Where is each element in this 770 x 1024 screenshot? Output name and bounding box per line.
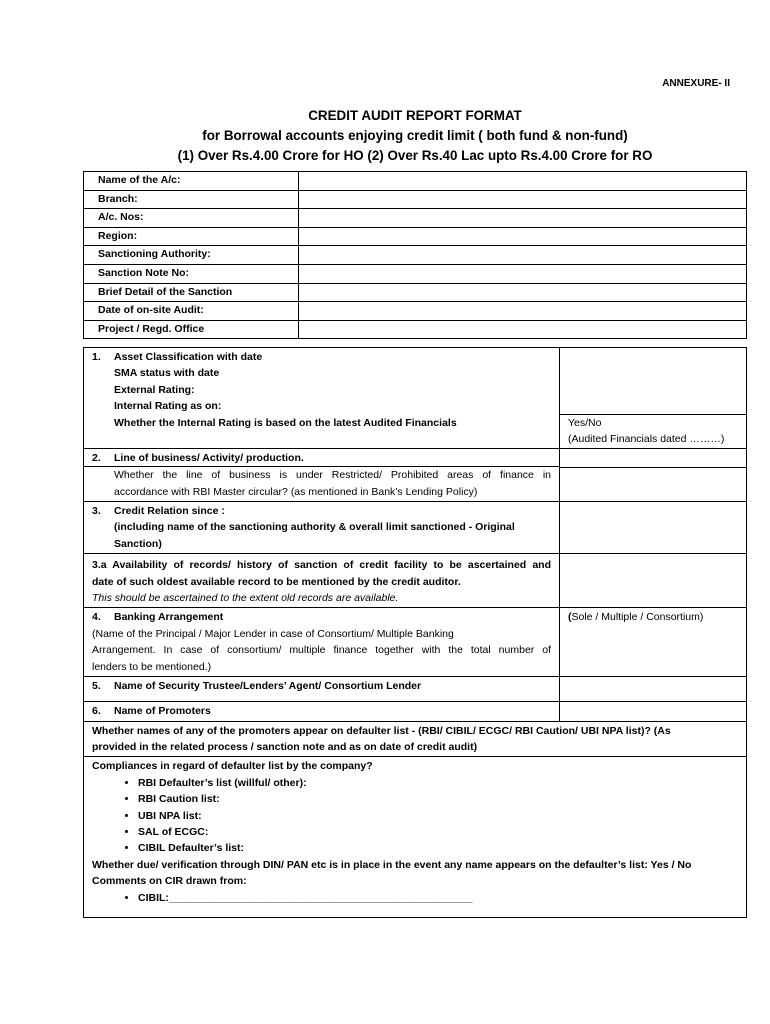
item-3a-response[interactable] xyxy=(560,554,747,608)
field-label: Date of on-site Audit: xyxy=(84,302,299,321)
item-title: Credit Relation since : xyxy=(114,505,225,518)
field-value[interactable] xyxy=(299,246,747,265)
table-row xyxy=(84,172,747,191)
field-value[interactable] xyxy=(299,264,747,283)
item-text: Whether the Internal Rating is based on the latest Audited Financials xyxy=(114,416,457,429)
item-5-response[interactable] xyxy=(560,677,747,702)
arrangement-options: Sole / Multiple / Consortium) xyxy=(571,611,704,624)
field-label: Region: xyxy=(84,227,299,246)
table-row xyxy=(84,227,747,246)
field-value[interactable] xyxy=(299,172,747,191)
comments-title: Comments on CIR drawn from: xyxy=(92,875,247,888)
item-title: Name of Promoters xyxy=(114,705,211,718)
field-value[interactable] xyxy=(299,190,747,209)
table-row xyxy=(84,264,747,283)
audited-financials-text: (Audited Financials dated ………) xyxy=(568,433,725,446)
list-item: • CIBIL Defaulter’s list: xyxy=(138,840,738,856)
table-row xyxy=(84,283,747,302)
list-item: • RBI Caution list: xyxy=(138,791,738,807)
paren-open: ( xyxy=(568,611,572,624)
yes-no-text: Yes/No xyxy=(568,417,602,429)
item-3-response[interactable] xyxy=(560,502,747,554)
item-text: SMA status with date xyxy=(114,367,220,380)
table-row xyxy=(84,677,747,702)
item-number: 3. xyxy=(92,505,101,518)
title-line-3: (1) Over Rs.4.00 Crore for HO (2) Over Rs.40 Lac upto Rs.4.00 Crore for RO xyxy=(177,148,653,163)
table-row xyxy=(84,502,747,554)
compliance-list xyxy=(92,775,738,857)
table-row xyxy=(84,721,747,757)
table-row xyxy=(84,554,747,608)
field-label: A/c. Nos: xyxy=(84,209,299,228)
table-row xyxy=(84,608,747,677)
item-text: Whether names of any of the promoters appear on defaulter list - (RBI/ CIBIL/ ECGC/ RBI Caution/ UBI NPA list)? (As xyxy=(92,724,671,737)
item-text: Internal Rating as on: xyxy=(114,400,222,413)
item-text: Sanction) xyxy=(114,537,162,550)
item-text: Whether the line of business is under Restricted/ Prohibited areas of finance in xyxy=(84,466,559,483)
item-4-response[interactable] xyxy=(560,608,747,677)
item-3 xyxy=(84,502,560,554)
item-title: Line of business/ Activity/ production. xyxy=(114,451,304,464)
item-text: (including name of the sanctioning authority & overall limit sanctioned - Original xyxy=(114,521,515,534)
field-label: Sanctioning Authority: xyxy=(84,246,299,265)
verification-text: Whether due/ verification through DIN/ PAN etc is in place in the event any name appears on the defaulter’s list: Yes / No xyxy=(92,858,692,871)
field-label: Project / Regd. Office xyxy=(84,320,299,339)
item-6-response[interactable] xyxy=(560,702,747,721)
item-3a xyxy=(84,554,560,608)
item-text: Arrangement. In case of consortium/ multiple finance together with the total number of xyxy=(92,644,551,657)
item-text: (Name of the Principal / Major Lender in case of Consortium/ Multiple Banking xyxy=(92,627,454,640)
field-label: Branch: xyxy=(84,190,299,209)
item-text: accordance with RBI Master circular? (as mentioned in Bank’s Lending Policy) xyxy=(114,485,478,498)
item-number: 5. xyxy=(92,680,101,693)
report-title xyxy=(83,106,747,166)
field-label: Name of the A/c: xyxy=(84,172,299,191)
annexure-label: ANNEXURE- II xyxy=(662,78,730,89)
item-text: External Rating: xyxy=(114,383,195,396)
list-item: • SAL of ECGC: xyxy=(138,824,738,840)
list-item: • CIBIL:____________________________________________________ xyxy=(138,890,738,906)
field-label: Brief Detail of the Sanction xyxy=(84,283,299,302)
table-row xyxy=(84,190,747,209)
title-line-1: CREDIT AUDIT REPORT FORMAT xyxy=(308,108,522,123)
table-row xyxy=(84,302,747,321)
account-details-table xyxy=(83,171,747,339)
item-1 xyxy=(84,348,560,449)
field-value[interactable] xyxy=(299,302,747,321)
field-value[interactable] xyxy=(299,209,747,228)
audit-items-table xyxy=(83,347,747,918)
item-number: 2. xyxy=(92,451,101,464)
item-title: Name of Security Trustee/Lenders’ Agent/ Consortium Lender xyxy=(114,680,422,693)
table-row xyxy=(84,246,747,265)
item-2-response[interactable] xyxy=(560,448,747,501)
item-number: 4. xyxy=(92,611,101,624)
table-row xyxy=(84,348,747,449)
field-value[interactable] xyxy=(299,320,747,339)
field-label: Sanction Note No: xyxy=(84,264,299,283)
item-text: 3.a Availability of records/ history of sanction of credit facility to be ascertained and xyxy=(92,559,551,572)
compliance-title: Compliances in regard of defaulter list by the company? xyxy=(92,760,373,773)
item-6 xyxy=(84,702,560,721)
table-row xyxy=(84,209,747,228)
item-text: date of such oldest available record to be mentioned by the credit auditor. xyxy=(92,575,461,588)
comments-list xyxy=(92,890,738,906)
item-1-response[interactable] xyxy=(560,348,747,449)
item-text: provided in the related process / sanction note and as on date of credit audit) xyxy=(92,740,478,753)
table-row xyxy=(84,757,747,918)
table-row xyxy=(84,448,747,501)
list-item: • UBI NPA list: xyxy=(138,808,738,824)
table-row xyxy=(84,320,747,339)
title-line-2: for Borrowal accounts enjoying credit limit ( both fund & non-fund) xyxy=(202,128,628,143)
item-text: lenders to be mentioned.) xyxy=(92,660,212,673)
item-note: This should be ascertained to the extent old records are available. xyxy=(92,592,399,605)
field-value[interactable] xyxy=(299,283,747,302)
defaulter-question xyxy=(84,721,747,757)
list-item: • RBI Defaulter’s list (willful/ other): xyxy=(138,775,738,791)
table-row xyxy=(84,702,747,721)
item-text: Asset Classification with date xyxy=(114,351,263,363)
compliance-section xyxy=(84,757,747,918)
item-number: 6. xyxy=(92,705,101,718)
field-value[interactable] xyxy=(299,227,747,246)
item-2 xyxy=(84,448,560,501)
item-number: 1. xyxy=(92,351,101,363)
item-4 xyxy=(84,608,560,677)
item-title: Banking Arrangement xyxy=(114,611,224,624)
item-5 xyxy=(84,677,560,702)
